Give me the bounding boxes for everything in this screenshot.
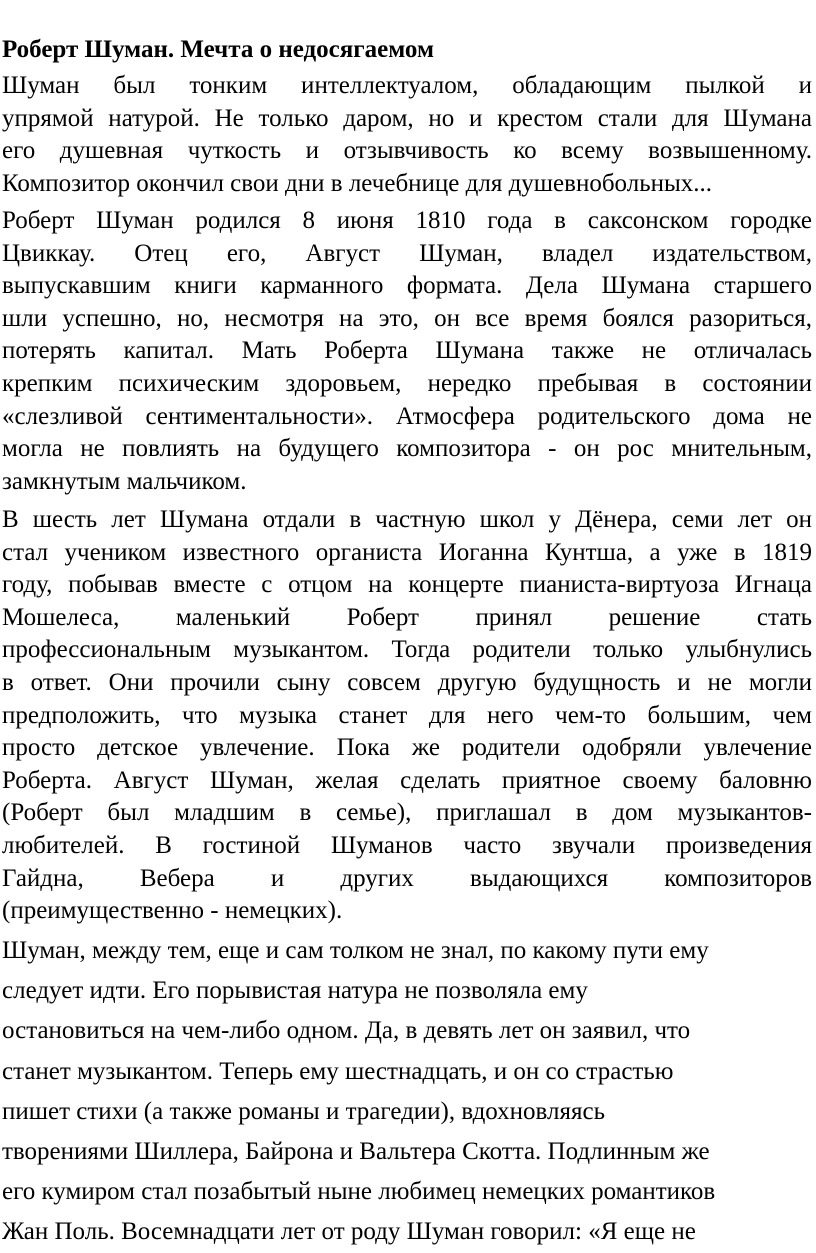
text-line: Цвиккау. Отец его, Август Шуман, владел издательством, <box>2 239 812 267</box>
text-line: в ответ. Они прочили сыну совсем другую будущность и не могли <box>2 668 812 696</box>
text-line: предположить, что музыка станет для него чем-то большим, чем <box>2 701 812 729</box>
text-line: выпускавшим книги карманного формата. Дела Шумана старшего <box>2 272 812 300</box>
text-line: Жан Поль. Восемнадцати лет от роду Шуман говорил: «Я еще не <box>2 1218 696 1246</box>
text-line: крепким психическим здоровьем, нередко пребывая в состоянии <box>2 369 812 397</box>
text-line: Шуман, между тем, еще и сам толком не знал, по какому пути ему <box>2 937 709 964</box>
paragraph-2 <box>2 205 812 498</box>
document-title: Роберт Шуман. Мечта о недосягаемом <box>2 36 434 63</box>
text-line: его кумиром стал позабытый ныне любимец немецких романтиков <box>2 1178 716 1206</box>
paragraph-1 <box>2 70 812 200</box>
text-line: шли успешно, но, несмотря на это, он все время боялся разориться, <box>2 304 812 332</box>
text-line: Гайдна, Вебера и других выдающихся композиторов <box>2 864 812 892</box>
text-line: Композитор окончил свои дни в лечебнице для душевнобольных... <box>2 169 713 197</box>
text-line: могла не повлиять на будущего композитора - он рос мнительным, <box>2 435 812 463</box>
text-line: Шуман был тонким интеллектуалом, обладающим пылкой и <box>2 72 812 99</box>
text-line: станет музыкантом. Теперь ему шестнадцать, и он со страстью <box>2 1057 674 1085</box>
paragraph-3 <box>2 504 812 928</box>
text-line: В шесть лет Шумана отдали в частную школ у Дёнера, семи лет он <box>2 506 812 533</box>
text-line: (преимущественно - немецких). <box>2 897 343 925</box>
text-line: потерять капитал. Мать Роберта Шумана также не отличалась <box>2 337 812 365</box>
text-line: замкнутым мальчиком. <box>2 467 247 495</box>
text-line: его душевная чуткость и отзывчивость ко всему возвышенному. <box>2 137 812 165</box>
paragraph-4 <box>2 931 812 1253</box>
text-line: Роберта. Август Шуман, желая сделать приятное своему баловню <box>2 766 812 794</box>
text-line: следует идти. Его порывистая натура не позволяла ему <box>2 977 588 1005</box>
text-line: любителей. В гостиной Шуманов часто звучали произведения <box>2 831 812 859</box>
text-line: стал учеником известного органиста Иоганна Кунтша, а уже в 1819 <box>2 538 812 566</box>
text-line: творениями Шиллера, Байрона и Вальтера Скотта. Подлинным же <box>2 1138 710 1166</box>
text-line: упрямой натурой. Не только даром, но и крестом стали для Шумана <box>2 104 812 132</box>
text-line: «слезливой сентиментальности». Атмосфера родительского дома не <box>2 402 812 430</box>
text-line: профессиональным музыкантом. Тогда родители только улыбнулись <box>2 636 812 664</box>
text-line: просто детское увлечение. Пока же родители одобряли увлечение <box>2 734 812 762</box>
text-line: году, побывав вместе с отцом на концерте пианиста-виртуоза Игнаца <box>2 571 812 599</box>
text-line: Роберт Шуман родился 8 июня 1810 года в саксонском городке <box>2 207 812 234</box>
text-line: остановиться на чем-либо одном. Да, в девять лет он заявил, что <box>2 1017 691 1045</box>
text-line: (Роберт был младшим в семье), приглашал в дом музыкантов- <box>2 799 812 827</box>
text-line: пишет стихи (а также романы и трагедии), вдохновляясь <box>2 1097 605 1125</box>
text-line: Мошелеса, маленький Роберт принял решение стать <box>2 603 812 631</box>
